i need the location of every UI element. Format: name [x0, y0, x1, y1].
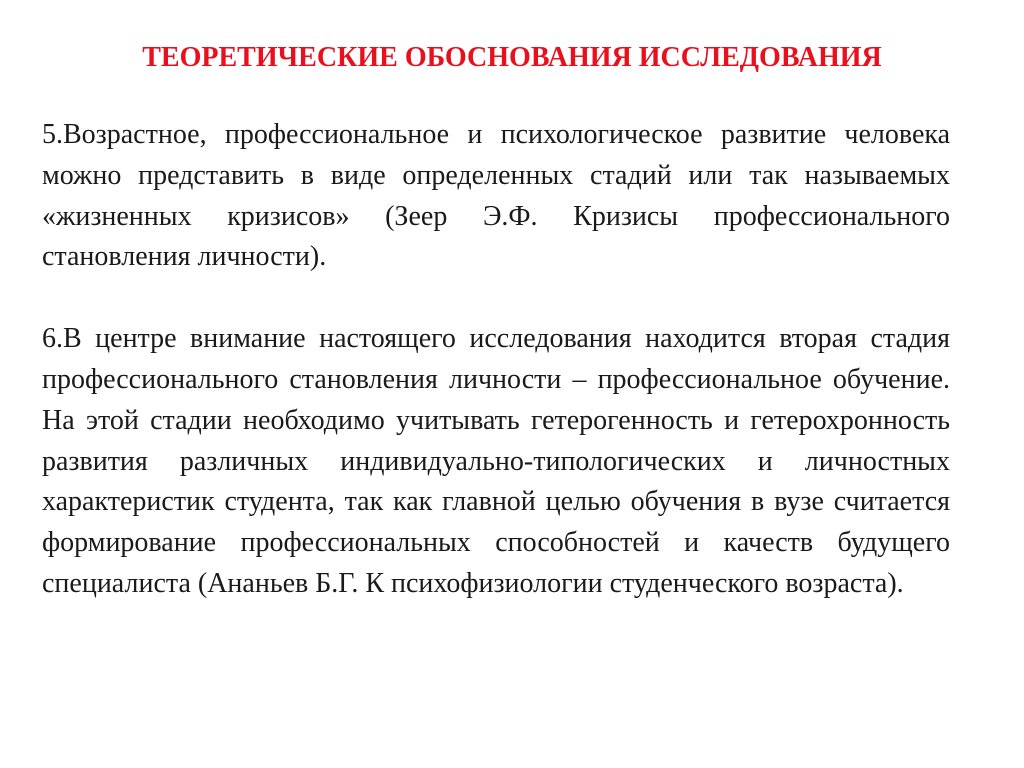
paragraph-6: 6.В центре внимание настоящего исследования находится вторая стадия профессионального становления личности – профессиональное обучение. На этой стадии необходимо учитывать гетерогенность и гетерохронность развития различных индивидуально-типологических и личностных характеристик студента, так как главной целью обучения в вузе считается формирование профессиональных способностей и качеств будущего специалиста (Ананьев Б.Г. К психофизиологии студенческого возраста).	[42, 323, 950, 599]
paragraph-5: 5.Возрастное, профессиональное и психологическое развитие человека можно представить в виде определенных стадий или так называемых «жизненных кризисов» (Зеер Э.Ф. Кризисы профессионального становления личности).	[42, 119, 950, 273]
slide-body	[42, 115, 950, 605]
slide-title: ТЕОРЕТИЧЕСКИЕ ОБОСНОВАНИЯ ИССЛЕДОВАНИЯ	[142, 42, 882, 73]
